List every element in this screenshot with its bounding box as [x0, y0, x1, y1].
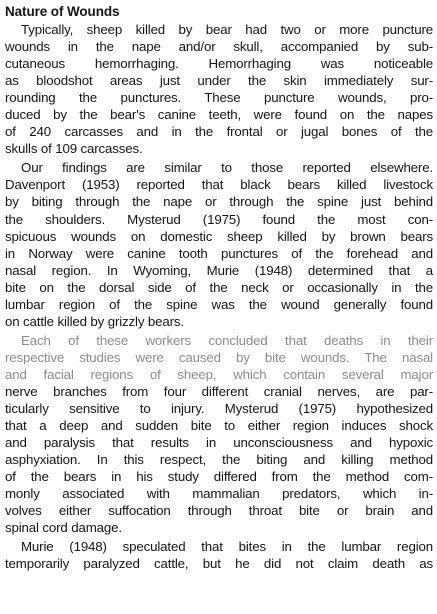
section-heading: Nature of Wounds — [5, 4, 120, 19]
text-line: rounding the punctures. These puncture wounds, pro- — [5, 90, 433, 106]
text-line: as bloodshot areas just under the skin immediately sur- — [5, 73, 433, 89]
paragraph-4 — [5, 538, 433, 572]
text-line: lumbar region of the spine was the wound generally found — [5, 296, 433, 312]
text-line: of the bears in his study differed from the method com- — [5, 469, 433, 485]
document-page — [5, 3, 433, 575]
text-line: skulls of 109 carcasses. — [5, 141, 143, 157]
text-line: on cattle killed by grizzly bears. — [5, 313, 184, 329]
text-line: and paralysis that results in unconsciousness and hypoxic — [5, 435, 433, 451]
text-line: in Norway were canine tooth punctures of the forehead and — [5, 245, 433, 261]
text-line: nasal region. In Wyoming, Murie (1948) determined that a — [5, 262, 433, 278]
text-line: duced by the bear's canine teeth, were found on the napes — [5, 107, 433, 123]
text-line: Each of these workers concluded that deaths in their — [21, 332, 433, 348]
text-line: temporarily paralyzed cattle, but he did not claim death as — [5, 556, 433, 572]
text-line: the shoulders. Mysterud (1975) found the most con- — [5, 211, 433, 227]
text-line: nerve branches from four different cranial nerves, are par- — [5, 383, 433, 399]
text-line: and facial regions of sheep, which contain several major — [5, 366, 433, 382]
text-line: cutaneous hemorrhaging. Hemorrhaging was noticeable — [5, 56, 433, 72]
text-line: volves either suffocation through throat bite or brain and — [5, 503, 433, 519]
text-line: by biting through the nape or through the spine just behind — [5, 194, 433, 210]
text-line: that a deep and sudden bite to either region induces shock — [5, 418, 433, 434]
text-line: spicuous wounds on domestic sheep killed by brown bears — [5, 228, 433, 244]
text-line: Typically, sheep killed by bear had two or more puncture — [21, 22, 433, 37]
paragraph-1 — [5, 21, 433, 157]
text-line: Murie (1948) speculated that bites in the lumbar region — [21, 539, 433, 555]
text-line: respective studies were caused by bite wounds. The nasal — [5, 349, 433, 365]
text-line: of 240 carcasses and in the frontal or jugal bones of the — [5, 124, 433, 140]
text-line: Our findings are similar to those reported elsewhere. — [21, 160, 433, 176]
text-line: asphyxiation. In this respect, the biting and killing method — [5, 452, 433, 468]
paragraph-2 — [5, 159, 433, 329]
paragraph-3 — [5, 332, 433, 537]
text-line: ticularly sensitive to injury. Mysterud (1975) hypothesized — [5, 401, 433, 417]
text-line: spinal cord damage. — [5, 520, 122, 536]
text-line: monly associated with mammalian predators, which in- — [5, 486, 433, 502]
text-line: wounds in the nape and/or skull, accompanied by sub- — [5, 39, 433, 55]
text-line: Davenport (1953) reported that black bears killed livestock — [5, 177, 433, 193]
text-line: bite on the dorsal side of the neck or occasionally in the — [5, 279, 433, 295]
